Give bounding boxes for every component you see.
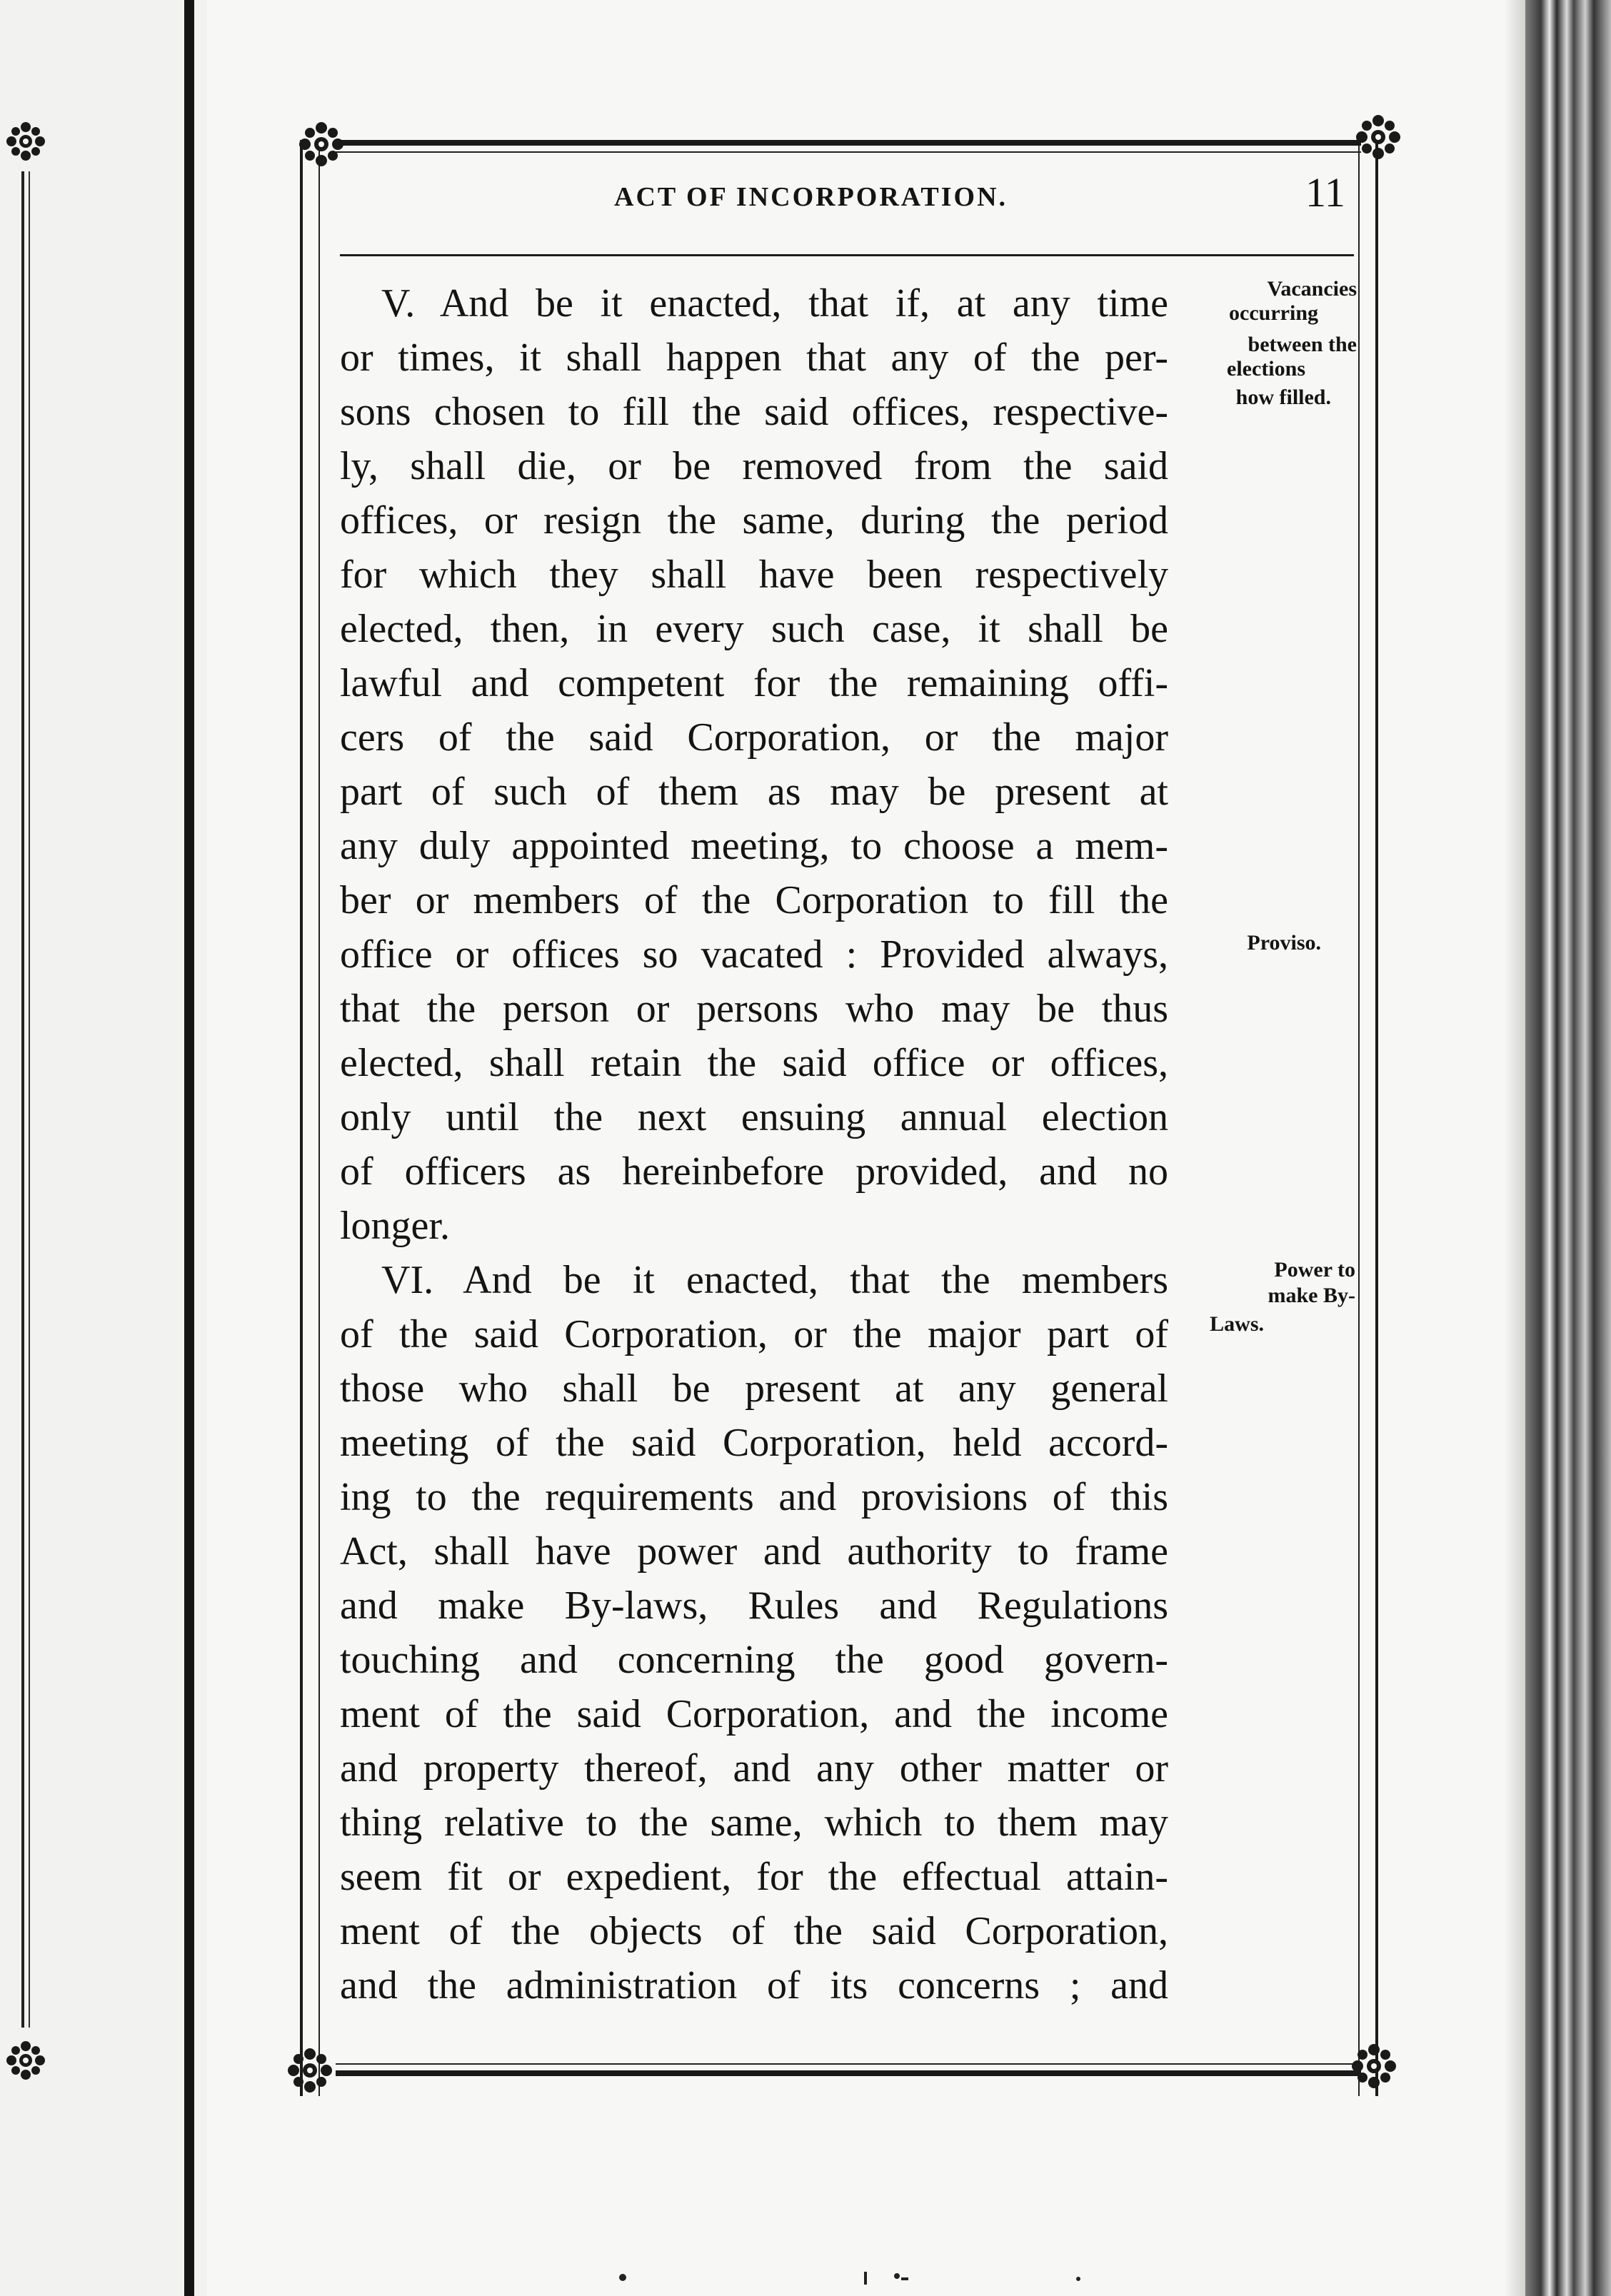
text-line: ment of the said Corporation, and the income (340, 1692, 1168, 1736)
text-line: office or offices so vacated : Provided always, (340, 932, 1168, 977)
margin-note-line: Proviso. (1247, 931, 1321, 955)
text-line: ly, shall die, or be removed from the said (340, 444, 1168, 488)
text-line: offices, or resign the same, during the period (340, 498, 1168, 543)
scan-specks (614, 2267, 1114, 2289)
text-line: and make By-laws, Rules and Regulations (340, 1583, 1168, 1628)
left-page-ornament-icon (6, 2040, 46, 2080)
text-line: Act, shall have power and authority to frame (340, 1529, 1168, 1574)
text-line: longer. (340, 1204, 450, 1248)
corner-ornament-icon (298, 121, 344, 167)
header-rule (340, 254, 1354, 256)
left-page-edge (0, 0, 207, 2296)
text-line: that the person or persons who may be thus (340, 987, 1168, 1031)
text-line: only until the next ensuing annual election (340, 1095, 1168, 1139)
corner-ornament-icon (287, 2048, 333, 2093)
text-line: cers of the said Corporation, or the major (340, 715, 1168, 760)
text-line: and the administration of its concerns ; and (340, 1963, 1168, 2008)
margin-note-line: between the (1248, 333, 1357, 356)
frame-bottom-rule-thin (336, 2063, 1361, 2065)
text-line: of officers as hereinbefore provided, and no (340, 1149, 1168, 1194)
text-line: thing relative to the same, which to them may (340, 1801, 1168, 1845)
text-line: meeting of the said Corporation, held accord- (340, 1421, 1168, 1465)
text-line: touching and concerning the good govern- (340, 1638, 1168, 1682)
text-line: elected, shall retain the said office or offices, (340, 1041, 1168, 1085)
margin-note-line: elections (1227, 357, 1305, 381)
margin-note-line: how filled. (1235, 386, 1331, 409)
text-line: ment of the objects of the said Corporation, (340, 1909, 1168, 1953)
running-head: ACT OF INCORPORATION. (614, 182, 1008, 212)
text-line: those who shall be present at any general (340, 1366, 1168, 1411)
page-number: 11 (1305, 169, 1345, 216)
text-line: sons chosen to fill the said offices, respective- (340, 390, 1168, 434)
text-line: any duly appointed meeting, to choose a mem- (340, 824, 1168, 868)
margin-note-line: Power to (1274, 1258, 1355, 1282)
text-line: V. And be it enacted, that if, at any time (381, 281, 1168, 326)
text-line: lawful and competent for the remaining offi- (340, 661, 1168, 705)
left-page-frame-rule-thin (29, 171, 30, 2028)
page-edge-shade (1504, 0, 1525, 2296)
text-line: ing to the requirements and provisions of this (340, 1475, 1168, 1519)
text-line: for which they shall have been respectively (340, 553, 1168, 597)
margin-note-line: Vacancies (1267, 277, 1357, 301)
left-page-ornament-icon (6, 121, 46, 161)
text-line: ber or members of the Corporation to fill the (340, 878, 1168, 922)
book-spine-shadow (184, 0, 194, 2296)
text-line: or times, it shall happen that any of the per- (340, 336, 1168, 380)
frame-top-rule-thin (336, 151, 1361, 153)
text-line: and property thereof, and any other matter or (340, 1746, 1168, 1791)
margin-note-line: Laws. (1210, 1312, 1264, 1336)
corner-ornament-icon (1355, 114, 1401, 160)
frame-bottom-rule (336, 2070, 1361, 2076)
margin-note-line: make By- (1268, 1284, 1355, 1307)
text-line: of the said Corporation, or the major part of (340, 1312, 1168, 1356)
text-line: VI. And be it enacted, that the members (381, 1258, 1168, 1302)
right-page-edge (1525, 0, 1611, 2296)
frame-top-rule (336, 140, 1361, 146)
left-page-frame-rule (21, 171, 24, 2028)
text-line: part of such of them as may be present at (340, 770, 1168, 814)
margin-note-line: occurring (1229, 301, 1318, 325)
corner-ornament-icon (1351, 2043, 1397, 2089)
text-line: seem fit or expedient, for the effectual attain- (340, 1855, 1168, 1899)
text-line: elected, then, in every such case, it shall be (340, 607, 1168, 651)
